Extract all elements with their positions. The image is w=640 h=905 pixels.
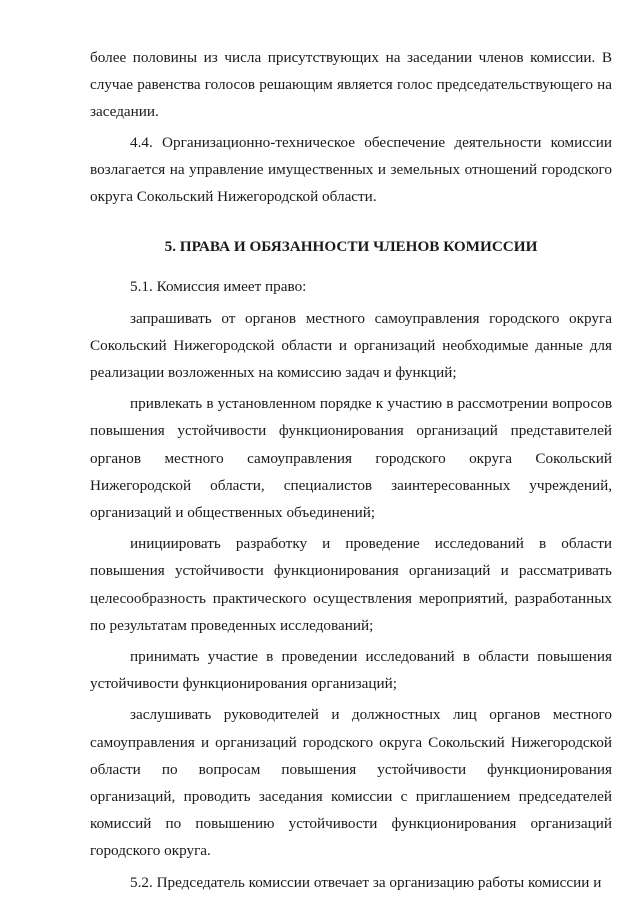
paragraph-involve-representatives: привлекать в установленном порядке к участию в рассмотрении вопросов повышения устойчивости функционирования организаций представителей органов местного самоуправления городского округа Сокольский Нижегородской области, специалистов заинтересованных учреждений, организаций и общественных объединений;: [90, 395, 612, 522]
paragraph-participate-research: принимать участие в проведении исследований в области повышения устойчивости функционирования организаций;: [90, 648, 612, 693]
paragraph-initiate-research: инициировать разработку и проведение исследований в области повышения устойчивости функционирования организаций и рассматривать целесообразность практического осуществления мероприятий, разработанных по результатам проведенных исследований;: [90, 535, 612, 634]
document-page: [90, 44, 612, 896]
paragraph-4-4: 4.4. Организационно-техническое обеспечение деятельности комиссии возлагается на управление имущественных и земельных отношений городского округа Сокольский Нижегородской области.: [90, 133, 612, 206]
paragraph-hear-officials: заслушивать руководителей и должностных лиц органов местного самоуправления и организаций городского округа Сокольский Нижегородской области по вопросам повышения устойчивости функционирования организаций, проводить заседания комиссии с приглашением председателей комиссий по повышению устойчивости функционирования организаций городского округа.: [90, 706, 612, 860]
section-heading: 5. ПРАВА И ОБЯЗАННОСТИ ЧЛЕНОВ КОМИССИИ: [164, 238, 538, 256]
paragraph-request-data: запрашивать от органов местного самоуправления городского округа Сокольский Нижегородской области и организаций необходимые данные для реализации возложенных на комиссию задач и функций;: [90, 309, 612, 382]
paragraph-continuation: более половины из числа присутствующих на заседании членов комиссии. В случае равенства голосов решающим является голос председательствующего на заседании.: [90, 49, 612, 121]
paragraph-5-2: 5.2. Председатель комиссии отвечает за организацию работы комиссии и: [130, 873, 602, 891]
paragraph-5-1: 5.1. Комиссия имеет право:: [130, 278, 307, 296]
